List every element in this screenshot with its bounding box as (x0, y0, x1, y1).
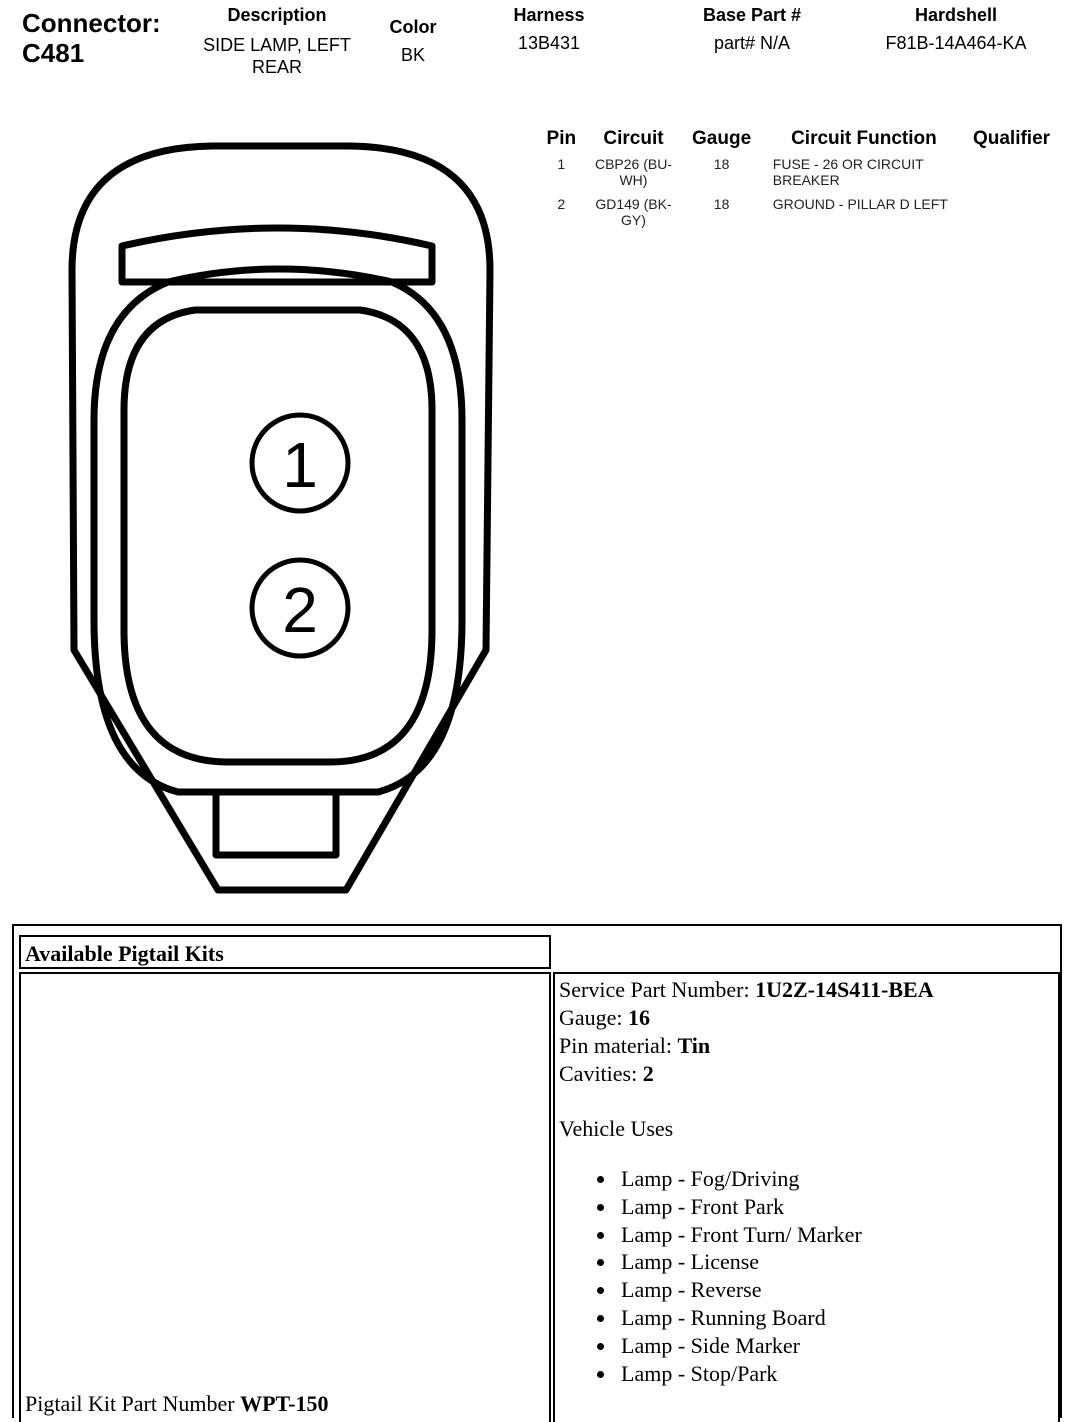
kit-gauge-label: Gauge: (559, 1005, 629, 1030)
pigtail-kits-title: Available Pigtail Kits (19, 935, 551, 969)
qualifier (965, 156, 1058, 196)
harness-header: Harness (513, 5, 585, 25)
kit-gauge-value: 16 (628, 1005, 651, 1030)
circuit-function: FUSE - 26 OR CIRCUIT BREAKER (772, 156, 924, 188)
gauge-header: Gauge (692, 128, 752, 149)
service-part-number (559, 976, 1058, 1004)
connector-label: Connector: (22, 8, 161, 38)
circuit-function: GROUND - PILLAR D LEFT (772, 196, 948, 212)
hardshell-value: F81B-14A464-KA (885, 33, 1027, 53)
vehicle-uses-title: Vehicle Uses (559, 1116, 674, 1141)
service-part-value: 1U2Z-14S411-BEA (755, 977, 934, 1002)
list-item: • Lamp - Front Park (617, 1193, 1058, 1221)
list-item: • Lamp - Side Marker (617, 1332, 1058, 1360)
service-part-label: Service Part Number: (559, 977, 756, 1002)
harness-value: 13B431 (517, 33, 581, 53)
pigtail-kit-image-cell (19, 972, 551, 1422)
qualifier (965, 196, 1058, 236)
pin-material-label: Pin material: (559, 1033, 678, 1058)
list-item: • Lamp - Reverse (617, 1276, 1058, 1304)
description-value-line1: SIDE LAMP, LEFT (203, 35, 351, 55)
circuit-header: Circuit (603, 128, 664, 149)
table-row (536, 196, 1058, 236)
kit-label: Pigtail Kit Part Number (25, 1391, 241, 1416)
vehicle-uses-list (559, 1165, 1058, 1387)
color-value: BK (400, 45, 425, 65)
pigtail-kit-part-number (25, 1390, 329, 1418)
hardshell-header: Hardshell (914, 5, 998, 25)
pin-2-label: 2 (282, 574, 318, 646)
description-value-line2: REAR (251, 57, 302, 77)
pin-table-header-row (536, 128, 1058, 156)
connector-id: C481 (22, 38, 85, 68)
circuit-code: GD149 (BK-GY) (595, 196, 672, 228)
list-item: • Lamp - Fog/Driving (617, 1165, 1058, 1193)
pin-number: 2 (557, 196, 566, 212)
cavities-label: Cavities: (559, 1061, 643, 1086)
pin-material (559, 1032, 1058, 1060)
circuit-function-header: Circuit Function (791, 128, 937, 149)
kit-gauge (559, 1004, 1058, 1032)
circuit-code: CBP26 (BU-WH) (594, 156, 672, 188)
list-item: • Lamp - Stop/Park (617, 1360, 1058, 1388)
pigtail-kit-details (553, 972, 1060, 1422)
base-part-column (672, 4, 832, 54)
table-row (536, 156, 1058, 196)
wire-gauge: 18 (713, 156, 730, 172)
pin-table (536, 128, 1058, 236)
pigtail-kits-section (12, 924, 1062, 1418)
cavity-area (124, 310, 432, 762)
harness-column (486, 4, 612, 54)
hardshell-column (858, 4, 1054, 54)
base-part-header: Base Part # (702, 5, 802, 25)
pin-1-label: 1 (282, 429, 318, 501)
qualifier-header: Qualifier (972, 128, 1051, 149)
latch-bar (122, 228, 432, 282)
list-item: • Lamp - License (617, 1248, 1058, 1276)
description-column (186, 4, 368, 78)
kit-number: WPT-150 (240, 1391, 329, 1416)
base-part-value: part# N/A (713, 33, 791, 53)
list-item: • Lamp - Front Turn/ Marker (617, 1221, 1058, 1249)
color-column (376, 16, 450, 66)
cavities (559, 1060, 1058, 1088)
connector-title (22, 8, 161, 68)
bottom-key (216, 792, 336, 855)
pin-number: 1 (557, 156, 566, 172)
inner-ring (94, 269, 462, 792)
pin-header: Pin (546, 128, 577, 149)
color-header: Color (389, 17, 437, 37)
housing-outline (72, 146, 490, 890)
pin-material-value: Tin (677, 1033, 711, 1058)
cavities-value: 2 (642, 1061, 654, 1086)
connector-face-drawing (50, 130, 510, 900)
description-header: Description (227, 5, 327, 25)
list-item: • Lamp - Running Board (617, 1304, 1058, 1332)
wire-gauge: 18 (713, 196, 730, 212)
